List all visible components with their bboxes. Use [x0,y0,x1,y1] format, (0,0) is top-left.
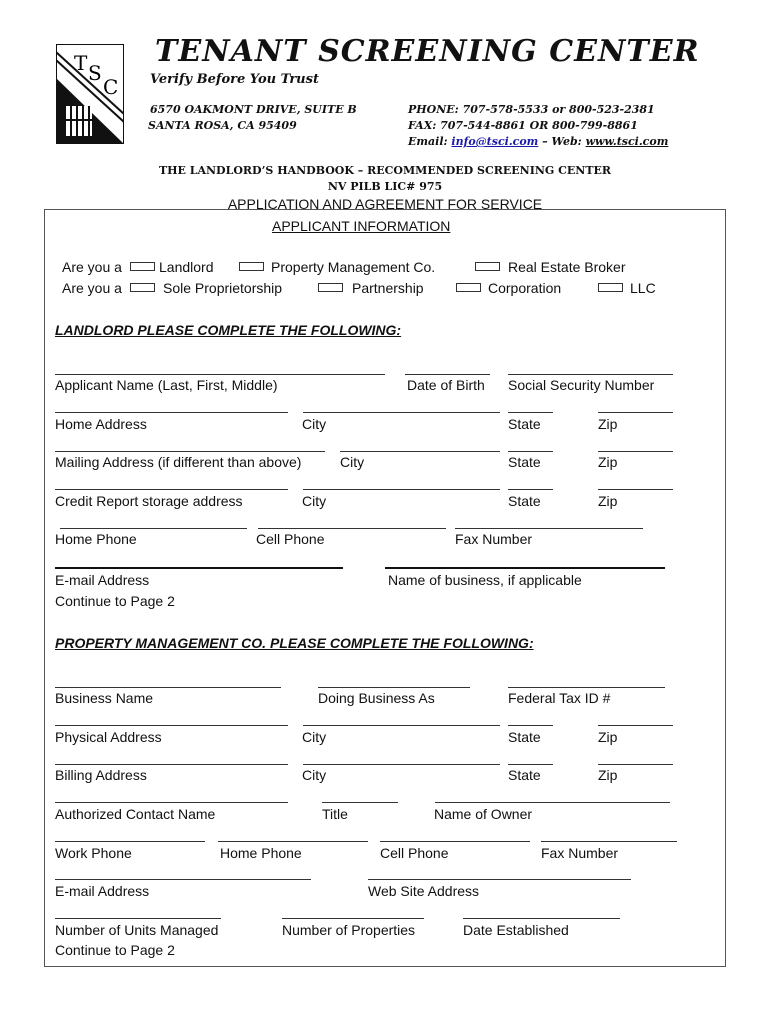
pm-work-phone-label: Work Phone [55,845,132,861]
fax-number-label: Fax Number [455,531,533,547]
are-you-a-label-1: Are you a [62,259,122,275]
pm-billing-address-line[interactable] [55,764,288,765]
cell-phone-label: Cell Phone [256,531,325,547]
pm-physical-city-label: City [302,729,327,745]
form-title: APPLICATION AND AGREEMENT FOR SERVICE [227,196,543,212]
sole-proprietorship-checkbox[interactable] [130,283,155,292]
real-estate-broker-option-label: Real Estate Broker [508,259,626,275]
web-prefix: – Web: [542,135,582,148]
credit-city-line[interactable] [303,489,500,490]
pm-billing-state-line[interactable] [508,764,553,765]
email-prefix: Email: [408,135,448,148]
home-address-line[interactable] [55,412,288,413]
logo-letter-c: C [103,75,119,99]
ssn-line[interactable] [508,374,673,375]
pm-physical-city-line[interactable] [303,725,500,726]
applicant-name-label: Applicant Name (Last, First, Middle) [55,377,278,393]
property-management-checkbox[interactable] [239,262,264,271]
applicant-name-line[interactable] [55,374,385,375]
pm-contact-name-line[interactable] [55,802,288,803]
pm-website-label: Web Site Address [368,883,480,899]
credit-state-label: State [508,493,541,509]
credit-city-label: City [302,493,327,509]
llc-checkbox[interactable] [598,283,623,292]
pm-billing-city-label: City [302,767,327,783]
mailing-city-label: City [340,454,365,470]
pm-cell-phone-label: Cell Phone [380,845,449,861]
property-management-option-label: Property Management Co. [271,259,436,275]
dob-label: Date of Birth [407,377,485,393]
pm-billing-address-label: Billing Address [55,767,147,783]
pm-continue-note: Continue to Page 2 [55,942,175,958]
pm-section-heading: PROPERTY MANAGEMENT CO. PLEASE COMPLETE THE FOLLOWING: [55,635,534,651]
email-link[interactable]: info@tsci.com [451,135,539,148]
credit-zip-line[interactable] [598,489,673,490]
landlord-option-label: Landlord [159,259,214,275]
llc-option-label: LLC [630,280,656,296]
pm-fax-number-label: Fax Number [541,845,619,861]
landlord-section-heading: LANDLORD PLEASE COMPLETE THE FOLLOWING: [55,322,402,338]
pm-physical-zip-label: Zip [598,729,618,745]
dob-line[interactable] [405,374,490,375]
email-line[interactable] [55,567,343,569]
address-line-2: SANTA ROSA, CA 95409 [148,119,297,132]
license-line: NV PILB LIC# 975 [327,180,443,193]
handbook-line: THE LANDLORD’S HANDBOOK – RECOMMENDED SCREENING CENTER [158,164,612,177]
pm-title-line[interactable] [322,802,398,803]
home-zip-line[interactable] [598,412,673,413]
pm-billing-zip-label: Zip [598,767,618,783]
home-phone-line[interactable] [60,528,247,529]
logo-letter-s: S [88,61,102,85]
pm-dba-label: Doing Business As [318,690,435,706]
fax-number-line[interactable] [455,528,643,529]
fax-line: FAX: 707-544-8861 OR 800-799-8861 [408,119,638,132]
pm-email-label: E-mail Address [55,883,150,899]
pm-contact-name-label: Authorized Contact Name [55,806,216,822]
corporation-checkbox[interactable] [456,283,481,292]
credit-zip-label: Zip [598,493,618,509]
business-name-label: Name of business, if applicable [388,572,582,588]
pm-home-phone-label: Home Phone [220,845,302,861]
home-state-line[interactable] [508,412,553,413]
partnership-option-label: Partnership [352,280,424,296]
landlord-checkbox[interactable] [130,262,155,271]
credit-storage-line[interactable] [55,489,288,490]
applicant-info-title: APPLICANT INFORMATION [272,218,451,234]
home-city-label: City [302,416,327,432]
ssn-label: Social Security Number [508,377,655,393]
mailing-address-label: Mailing Address (if different than above) [55,454,302,470]
pm-tax-id-line[interactable] [508,687,665,688]
sole-proprietorship-option-label: Sole Proprietorship [163,280,283,296]
home-zip-label: Zip [598,416,618,432]
pm-established-label: Date Established [463,922,569,938]
pm-properties-label: Number of Properties [282,922,416,938]
pm-business-name-line[interactable] [55,687,281,688]
pm-units-line[interactable] [55,918,221,919]
home-state-label: State [508,416,541,432]
credit-storage-label: Credit Report storage address [55,493,243,509]
real-estate-broker-checkbox[interactable] [475,262,500,271]
cell-phone-line[interactable] [258,528,446,529]
pm-established-line[interactable] [463,918,620,919]
pm-fax-number-line[interactable] [541,841,677,842]
partnership-checkbox[interactable] [318,283,343,292]
home-phone-label: Home Phone [55,531,137,547]
are-you-a-label-2: Are you a [62,280,122,296]
pm-physical-state-label: State [508,729,541,745]
pm-billing-zip-line[interactable] [598,764,673,765]
corporation-option-label: Corporation [488,280,562,296]
company-name: TENANT SCREENING CENTER [155,34,700,69]
pm-cell-phone-line[interactable] [380,841,530,842]
phone-line: PHONE: 707-578-5533 or 800-523-2381 [408,103,655,116]
business-name-line[interactable] [385,567,665,569]
pm-email-line[interactable] [55,879,311,880]
pm-physical-address-line[interactable] [55,725,288,726]
email-label: E-mail Address [55,572,150,588]
pm-billing-state-label: State [508,767,541,783]
email-web-line [408,135,668,148]
mailing-address-line[interactable] [55,451,325,452]
pm-physical-zip-line[interactable] [598,725,673,726]
tsc-logo [56,44,124,144]
mailing-zip-line[interactable] [598,451,673,452]
home-address-label: Home Address [55,416,147,432]
pm-business-name-label: Business Name [55,690,154,706]
address-line-1: 6570 OAKMONT DRIVE, SUITE B [150,103,357,116]
pm-billing-city-line[interactable] [303,764,500,765]
pm-tax-id-label: Federal Tax ID # [508,690,611,706]
pm-physical-state-line[interactable] [508,725,553,726]
landlord-continue-note: Continue to Page 2 [55,593,175,609]
pm-properties-line[interactable] [282,918,424,919]
pm-owner-label: Name of Owner [434,806,533,822]
mailing-zip-label: Zip [598,454,618,470]
home-city-line[interactable] [303,412,500,413]
web-link[interactable]: www.tsci.com [585,135,669,148]
pm-title-label: Title [322,806,348,822]
pm-owner-line[interactable] [435,802,670,803]
tagline: Verify Before You Trust [150,72,319,87]
mailing-state-label: State [508,454,541,470]
mailing-state-line[interactable] [508,451,553,452]
pm-units-label: Number of Units Managed [55,922,219,938]
pm-website-line[interactable] [368,879,631,880]
pm-physical-address-label: Physical Address [55,729,162,745]
mailing-city-line[interactable] [340,451,500,452]
logo-letter-t: T [74,51,88,75]
credit-state-line[interactable] [508,489,553,490]
pm-dba-line[interactable] [318,687,470,688]
pm-home-phone-line[interactable] [218,841,368,842]
pm-work-phone-line[interactable] [55,841,205,842]
